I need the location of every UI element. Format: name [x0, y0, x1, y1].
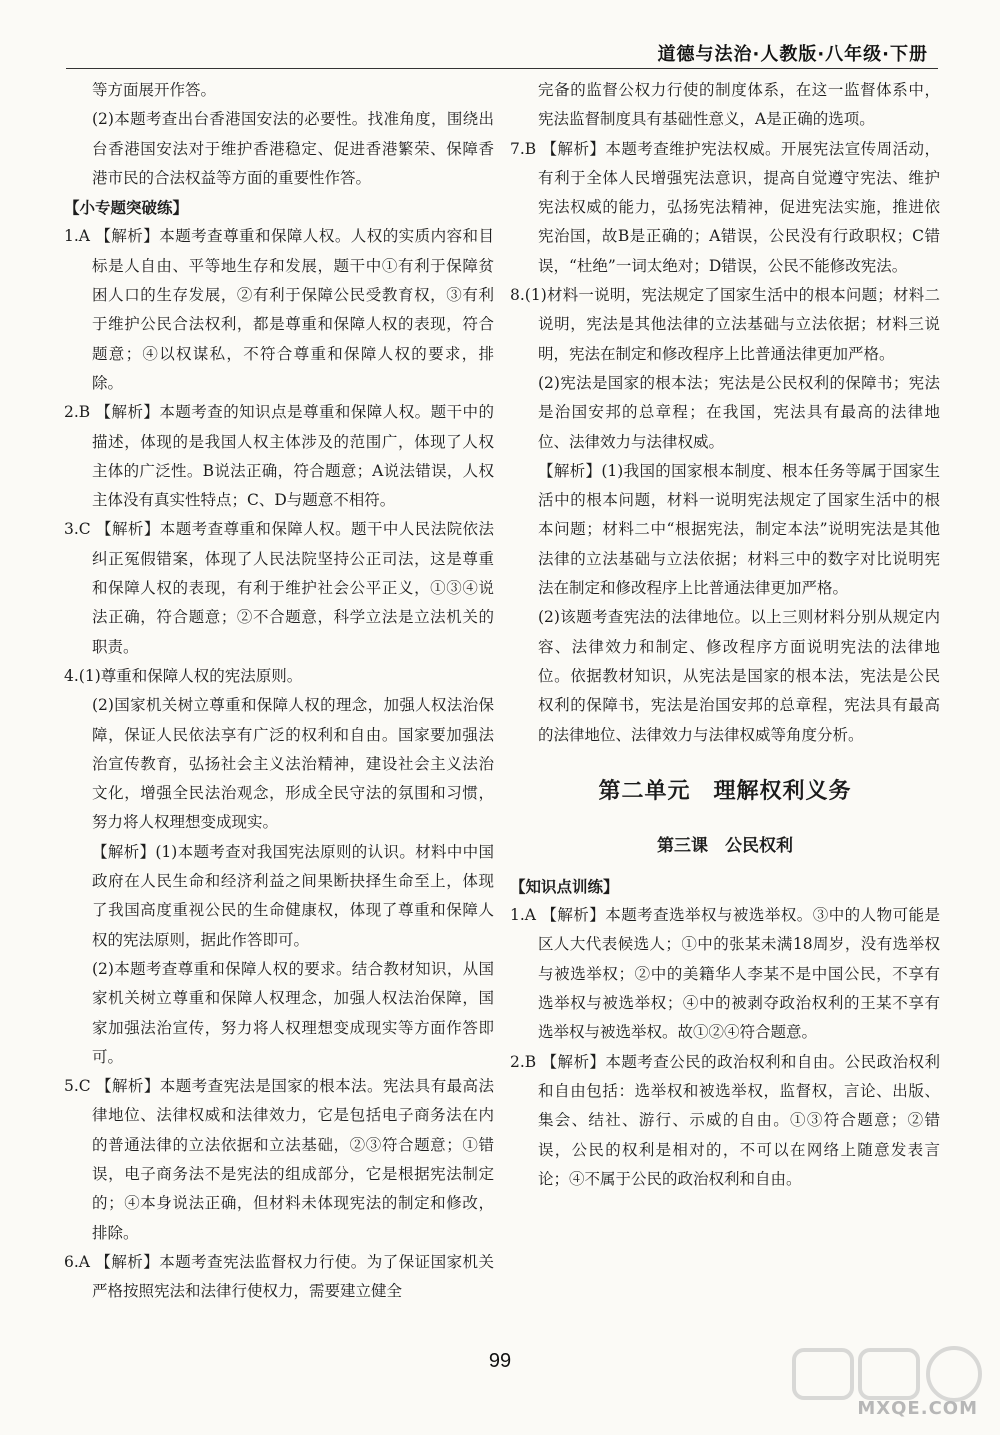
page-number: 99 — [488, 1350, 512, 1372]
answer-paragraph: (2)本题考查尊重和保障人权的要求。结合教材知识，从国家机关树立尊重和保障人权理念，加强人权法治保障，国家加强法治宣传，努力将人权理想变成现实等方面作答即可。 — [92, 959, 494, 1066]
answer-paragraph: 5.C 【解析】本题考查宪法是国家的根本法。宪法具有最高法律地位、法律权威和法律效力，它是包括电子商务法在内的普通法律的立法依据和立法基础，②③符合题意；①错误，电子商务法不是宪法的组成部分，它是根据宪法制定的；④本身说法正确，但材料未体现宪法的制定和修改，排除。 — [64, 1077, 494, 1242]
answer-paragraph: 7.B 【解析】本题考查维护宪法权威。开展宪法宣传周活动，有利于全体人民增强宪法意识，提高自觉遵守宪法、维护宪法权威的能力，弘扬宪法精神，促进宪法实施，推进依宪治国，故B是正确的；A错误，公民没有行政职权；C错误，“杜绝”一词太绝对；D错误，公民不能修改宪法。 — [510, 139, 940, 275]
answer-paragraph: 完备的监督公权力行使的制度体系，在这一监督体系中，宪法监督制度具有基础性意义，A是正确的选项。 — [538, 81, 940, 129]
answer-paragraph: 【解析】(1)我国的国家根本制度、根本任务等属于国家生活中的根本问题，材料一说明宪法规定了国家生活中的根本问题；材料二中“根据宪法，制定本法”说明宪法是其他法律的立法基础与立法依据；材料三中的数字对比说明宪法在制定和修改程序上比普通法律更加严格。 — [538, 461, 940, 598]
book-title: 道德与法治·人教版·八年级·下册 — [657, 44, 928, 65]
watermark-url: MXQE.COM — [857, 1398, 978, 1419]
answer-paragraph: (2)宪法是国家的根本法；宪法是公民权利的保障书；宪法是治国安邦的总章程；在我国，宪法具有最高的法律地位、法律效力与法律权威。 — [538, 373, 940, 451]
section-label: 【小专题突破练】 — [64, 198, 189, 218]
answer-paragraph: 8.(1)材料一说明，宪法规定了国家生活中的根本问题；材料二说明，宪法是其他法律的立法基础与立法依据；材料三说明，宪法在制定和修改程序上比普通法律更加严格。 — [510, 286, 940, 363]
answer-paragraph: 1.A 【解析】本题考查尊重和保障人权。人权的实质内容和目标是人自由、平等地生存和发展，题干中①有利于保障贫困人口的生存发展，②有利于保障公民受教育权，③有利于维护公民合法权利，都是尊重和保障人权的表现，符合题意；④以权谋私，不符合尊重和保障人权的要求，排除。 — [64, 227, 494, 392]
unit-heading: 第二单元 理解权利义务 — [598, 777, 852, 804]
lesson-heading: 第三课 公民权利 — [657, 835, 793, 856]
answer-paragraph: 2.B 【解析】本题考查公民的政治权利和自由。公民政治权利和自由包括：选举权和被选举权，监督权，言论、出版、集会、结社、游行、示威的自由。①③符合题意；②错误，公民的权利是相对的，不可以在网络上随意发表言论；④不属于公民的政治权利和自由。 — [510, 1052, 940, 1188]
right-column — [510, 76, 940, 1194]
answer-paragraph: (2)国家机关树立尊重和保障人权的理念，加强人权法治保障，保证人民依法享有广泛的权利和自由。国家要加强法治宣传教育，弘扬社会主义法治精神，建设社会主义法治文化，增强全民法治观念，形成全民守法的氛围和习惯，努力将人权理想变成现实。 — [92, 696, 494, 832]
answer-paragraph: 2.B 【解析】本题考查的知识点是尊重和保障人权。题干中的描述，体现的是我国人权主体涉及的范围广，体现了人权主体的广泛性。B说法正确，符合题意；A说法错误，人权主体没有真实性特点；C、D与题意不相符。 — [64, 403, 494, 510]
answer-paragraph: (2)本题考查出台香港国安法的必要性。找准角度，围绕出台香港国安法对于维护香港稳定、促进香港繁荣、保障香港市民的合法权益等方面的重要性作答。 — [92, 110, 494, 187]
page-header — [0, 36, 1000, 70]
answer-paragraph: 【解析】(1)本题考查对我国宪法原则的认识。材料中中国政府在人民生命和经济利益之间果断抉择生命至上，体现了我国高度重视公民的生命健康权，体现了尊重和保障人权的宪法原则，据此作答即可。 — [92, 842, 494, 949]
header-divider — [66, 68, 938, 69]
answer-paragraph: 1.A 【解析】本题考查选举权与被选举权。③中的人物可能是区人大代表候选人；①中的张某未满18周岁，没有选举权与被选举权；②中的美籍华人李某不是中国公民，不享有选举权与被选举权；④中的被剥夺政治权利的王某不享有选举权与被选举权。故①②④符合题意。 — [510, 906, 940, 1042]
answer-paragraph: (2)该题考查宪法的法律地位。以上三则材料分别从规定内容、法律效力和制定、修改程序方面说明宪法的法律地位。依据教材知识，从宪法是国家的根本法，宪法是公民权利的保障书，宪法是治国安邦的总章程，宪法具有最高的法律地位、法律效力与法律权威等角度分析。 — [538, 608, 940, 744]
answer-paragraph: 4.(1)尊重和保障人权的宪法原则。 — [64, 666, 303, 685]
answer-paragraph: 3.C 【解析】本题考查尊重和保障人权。题干中人民法院依法纠正冤假错案，体现了人民法院坚持公正司法，这是尊重和保障人权的表现，有利于维护社会公平正义，①③④说法正确，符合题意；②不合题意，科学立法是立法机关的职责。 — [64, 520, 494, 656]
section-label: 【知识点训练】 — [510, 876, 619, 896]
answer-paragraph: 6.A 【解析】本题考查宪法监督权力行使。为了保证国家机关严格按照宪法和法律行使权力，需要建立健全 — [64, 1252, 494, 1301]
left-column — [64, 76, 494, 1306]
answer-paragraph: 等方面展开作答。 — [92, 81, 217, 99]
